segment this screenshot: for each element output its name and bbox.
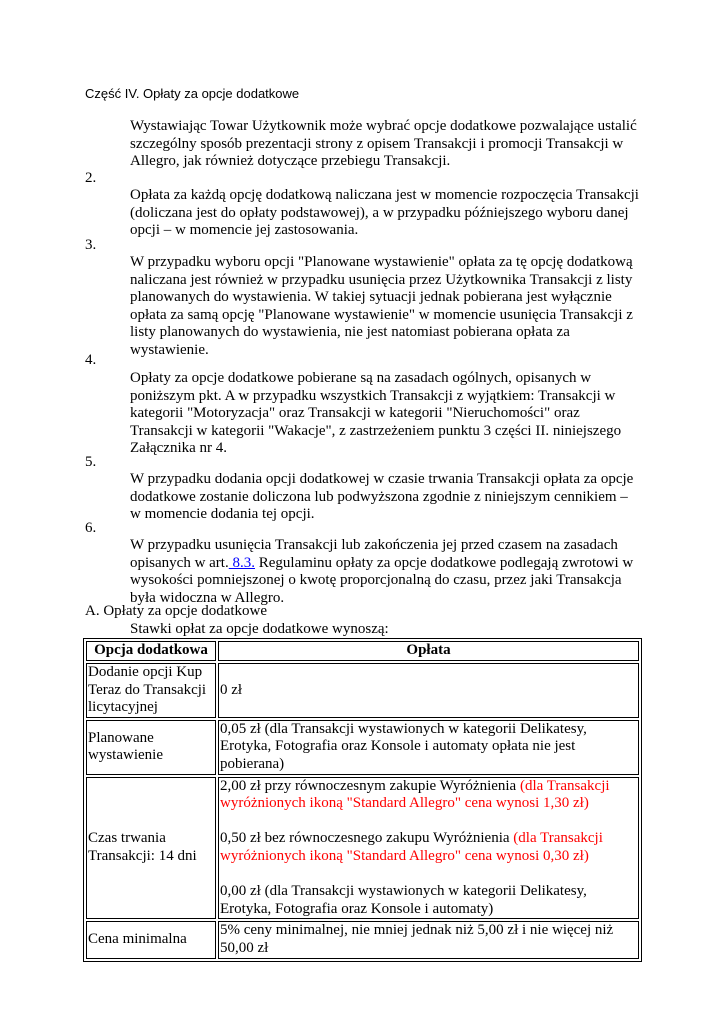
fee-note-red: (dla Transakcji wyróżnionych ikoną "Standard Allegro" cena wynosi 1,30 zł)	[220, 777, 610, 812]
paragraph-4-number: 4.	[85, 352, 97, 368]
fee-note-red: (dla Transakcji wyróżnionych ikoną "Standard Allegro" cena wynosi 0,30 zł)	[220, 830, 603, 864]
paragraph-3: W przypadku wyboru opcji "Planowane wystawienie" opłata za tę opcję dodatkową naliczana jest również w przypadku usunięcia przez Użytkownika Transakcji z listy planowanych do wystawienia. W takiej sytuacji jednak pobierana jest wyłącznie opłata za samą opcję "Planowane wystawienie" w momencie usunięcia Transakcji z listy planowanych do wystawienia, nie jest natomiast pobierana opłata za wystawienie.	[130, 254, 633, 358]
option-cell: Cena minimalna	[86, 921, 216, 958]
section-heading: Część IV. Opłaty za opcje dodatkowe	[85, 86, 300, 101]
paragraph-1: Wystawiając Towar Użytkownik może wybrać opcje dodatkowe pozwalające ustalić szczególny sposób prezentacji strony z opisem Transakcji i promocji Transakcji w Allegro, jak również dotyczące przebiegu Transakcji.	[130, 118, 637, 170]
fee-line-with-highlight	[220, 778, 637, 813]
fee-text: 0,50 zł bez równoczesnego zakupu Wyróżnienia	[220, 830, 514, 847]
table-intro: Stawki opłat za opcje dodatkowe wynoszą:	[130, 621, 389, 637]
fee-text: 2,00 zł przy równoczesnym zakupie Wyróżnienia	[220, 777, 520, 794]
table-row	[86, 720, 639, 775]
option-cell: Czas trwania Transakcji: 14 dni	[86, 777, 216, 920]
option-cell: Planowane wystawienie	[86, 720, 216, 775]
header-option: Opcja dodatkowa	[86, 641, 216, 661]
table-row	[86, 663, 639, 718]
fee-line-without-highlight	[220, 830, 637, 865]
paragraph-6-text-start: W przypadku usunięcia Transakcji lub zakończenia jej przed czasem na zasadach opisanych w art.	[130, 537, 618, 571]
table-header-row	[86, 641, 639, 661]
fee-cell: 0,05 zł (dla Transakcji wystawionych w kategorii Delikatesy, Erotyka, Fotografia oraz Konsole i automaty opłata nie jest pobierana)	[218, 720, 639, 775]
fee-line-free: 0,00 zł (dla Transakcji wystawionych w kategorii Delikatesy, Erotyka, Fotografia oraz Konsole i automaty)	[220, 883, 587, 917]
fee-cell	[218, 777, 639, 920]
paragraph-6-number: 6.	[85, 520, 97, 536]
table-row	[86, 777, 639, 920]
paragraph-5: W przypadku dodania opcji dodatkowej w czasie trwania Transakcji opłata za opcje dodatkowe zostanie doliczona lub podwyższona zgodnie z niniejszym cennikiem – w momencie dodania tej opcji.	[130, 471, 634, 523]
fee-cell: 0 zł	[218, 663, 639, 718]
fee-cell: 5% ceny minimalnej, nie mniej jednak niż 5,00 zł i nie więcej niż 50,00 zł	[218, 921, 639, 958]
paragraph-5-number: 5.	[85, 454, 97, 470]
table-row	[86, 921, 639, 958]
option-cell: Dodanie opcji Kup Teraz do Transakcji licytacyjnej	[86, 663, 216, 718]
paragraph-4: Opłaty za opcje dodatkowe pobierane są na zasadach ogólnych, opisanych w poniższym pkt. A w przypadku wszystkich Transakcji z wyjątkiem: Transakcji w kategorii "Motoryzacja" oraz Transakcji w kategorii "Nieruchomości" oraz Transakcji w kategorii "Wakacje", z zastrzeżeniem punktu 3 części II. niniejszego Załącznika nr 4.	[130, 370, 622, 457]
paragraph-6-text-end: Regulaminu opłaty za opcje dodatkowe podlegają zwrotowi w wysokości pomniejszonej o kwotę proporcjonalną do czasu, przez jaki Transakcja była widoczna w Allegro.	[130, 554, 634, 606]
subsection-title: A. Opłaty za opcje dodatkowe	[85, 603, 268, 619]
paragraph-2: Opłata za każdą opcję dodatkową naliczana jest w momencie rozpoczęcia Transakcji (doliczana jest do opłaty podstawowej), a w przypadku późniejszego wyboru danej opcji – w momencie jej zastosowania.	[130, 187, 639, 239]
fees-table	[83, 638, 642, 962]
article-link[interactable]: 8.3.	[228, 554, 255, 571]
paragraph-6	[130, 537, 640, 607]
header-fee: Opłata	[218, 641, 639, 661]
paragraph-3-number: 3.	[85, 237, 97, 253]
paragraph-2-number: 2.	[85, 170, 97, 186]
